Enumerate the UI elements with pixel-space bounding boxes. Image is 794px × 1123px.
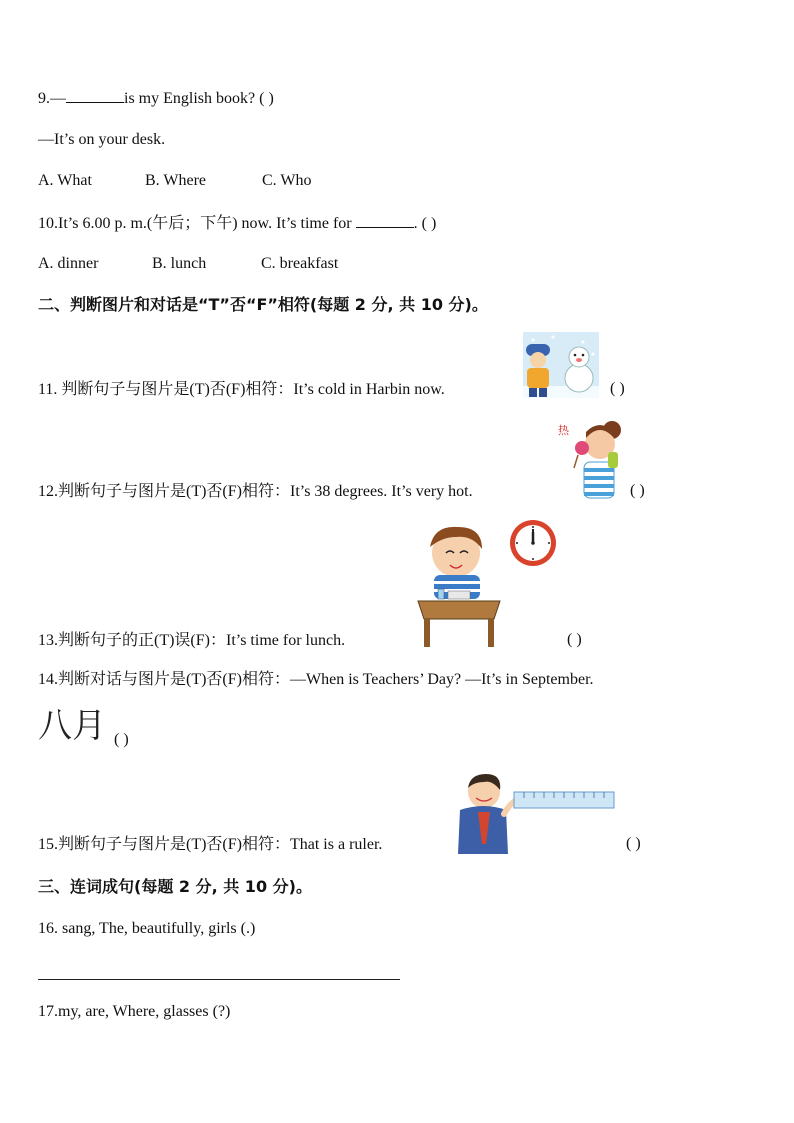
q10-option-c[interactable]: C. breakfast bbox=[261, 255, 339, 272]
q14-answer-paren[interactable]: ( ) bbox=[114, 731, 129, 748]
q10-option-a[interactable]: A. dinner bbox=[38, 255, 99, 272]
q9-option-b[interactable]: B. Where bbox=[145, 172, 207, 189]
q11-answer-paren[interactable]: ( ) bbox=[610, 380, 625, 397]
q13-text: 13.判断句子的正(T)误(F)：It’s time for lunch. bbox=[38, 632, 346, 649]
section2-title: 二、判断图片和对话是“T”否“F”相符(每题 2 分, 共 10 分)。 bbox=[38, 295, 488, 314]
q12-answer-paren[interactable]: ( ) bbox=[630, 482, 645, 499]
q17-text: 17.my, are, Where, glasses (?) bbox=[38, 1003, 231, 1020]
q13-answer-paren[interactable]: ( ) bbox=[567, 631, 582, 648]
hot-char-label: 热 bbox=[558, 424, 569, 437]
q9-reply: —It’s on your desk. bbox=[38, 131, 166, 148]
q9-stem-prefix: 9.— bbox=[38, 90, 66, 107]
q10-stem-text: 10.It’s 6.00 p. m.(午后；下午) now. It’s time for bbox=[38, 215, 352, 232]
q16-answer-line[interactable] bbox=[38, 979, 400, 980]
q15-text: 15.判断句子与图片是(T)否(F)相符：That is a ruler. bbox=[38, 836, 383, 853]
q10-stem-end: . ( ) bbox=[413, 215, 437, 232]
q9-option-c[interactable]: C. Who bbox=[262, 172, 312, 189]
q9-answer-blank[interactable] bbox=[66, 88, 124, 103]
q9-stem-suffix: is my English book? ( ) bbox=[124, 90, 274, 107]
hot-girl-picture bbox=[556, 418, 622, 500]
section3-title: 三、连词成句(每题 2 分, 共 10 分)。 bbox=[38, 877, 312, 896]
q10-stem bbox=[38, 213, 436, 234]
q10-options bbox=[38, 254, 338, 274]
q10-option-b[interactable]: B. lunch bbox=[152, 255, 207, 272]
q10-answer-blank[interactable] bbox=[356, 213, 414, 228]
q14-month-char: 八月 bbox=[38, 706, 106, 746]
boy-eating-picture bbox=[412, 519, 506, 649]
q11-text: 11. 判断句子与图片是(T)否(F)相符：It’s cold in Harbin now. bbox=[38, 381, 445, 398]
q14-text: 14.判断对话与图片是(T)否(F)相符：—When is Teachers’ Day? —It’s in September. bbox=[38, 671, 594, 688]
q12-text: 12.判断句子与图片是(T)否(F)相符：It’s 38 degrees. It’s very hot. bbox=[38, 483, 473, 500]
q16-text: 16. sang, The, beautifully, girls (.) bbox=[38, 920, 256, 937]
q9-options bbox=[38, 171, 311, 191]
q9-option-a[interactable]: A. What bbox=[38, 172, 92, 189]
snowman-picture bbox=[523, 332, 599, 398]
q15-answer-paren[interactable]: ( ) bbox=[626, 835, 641, 852]
clock-picture bbox=[508, 518, 558, 568]
q9-stem bbox=[38, 88, 274, 109]
boy-ruler-picture bbox=[446, 770, 618, 854]
